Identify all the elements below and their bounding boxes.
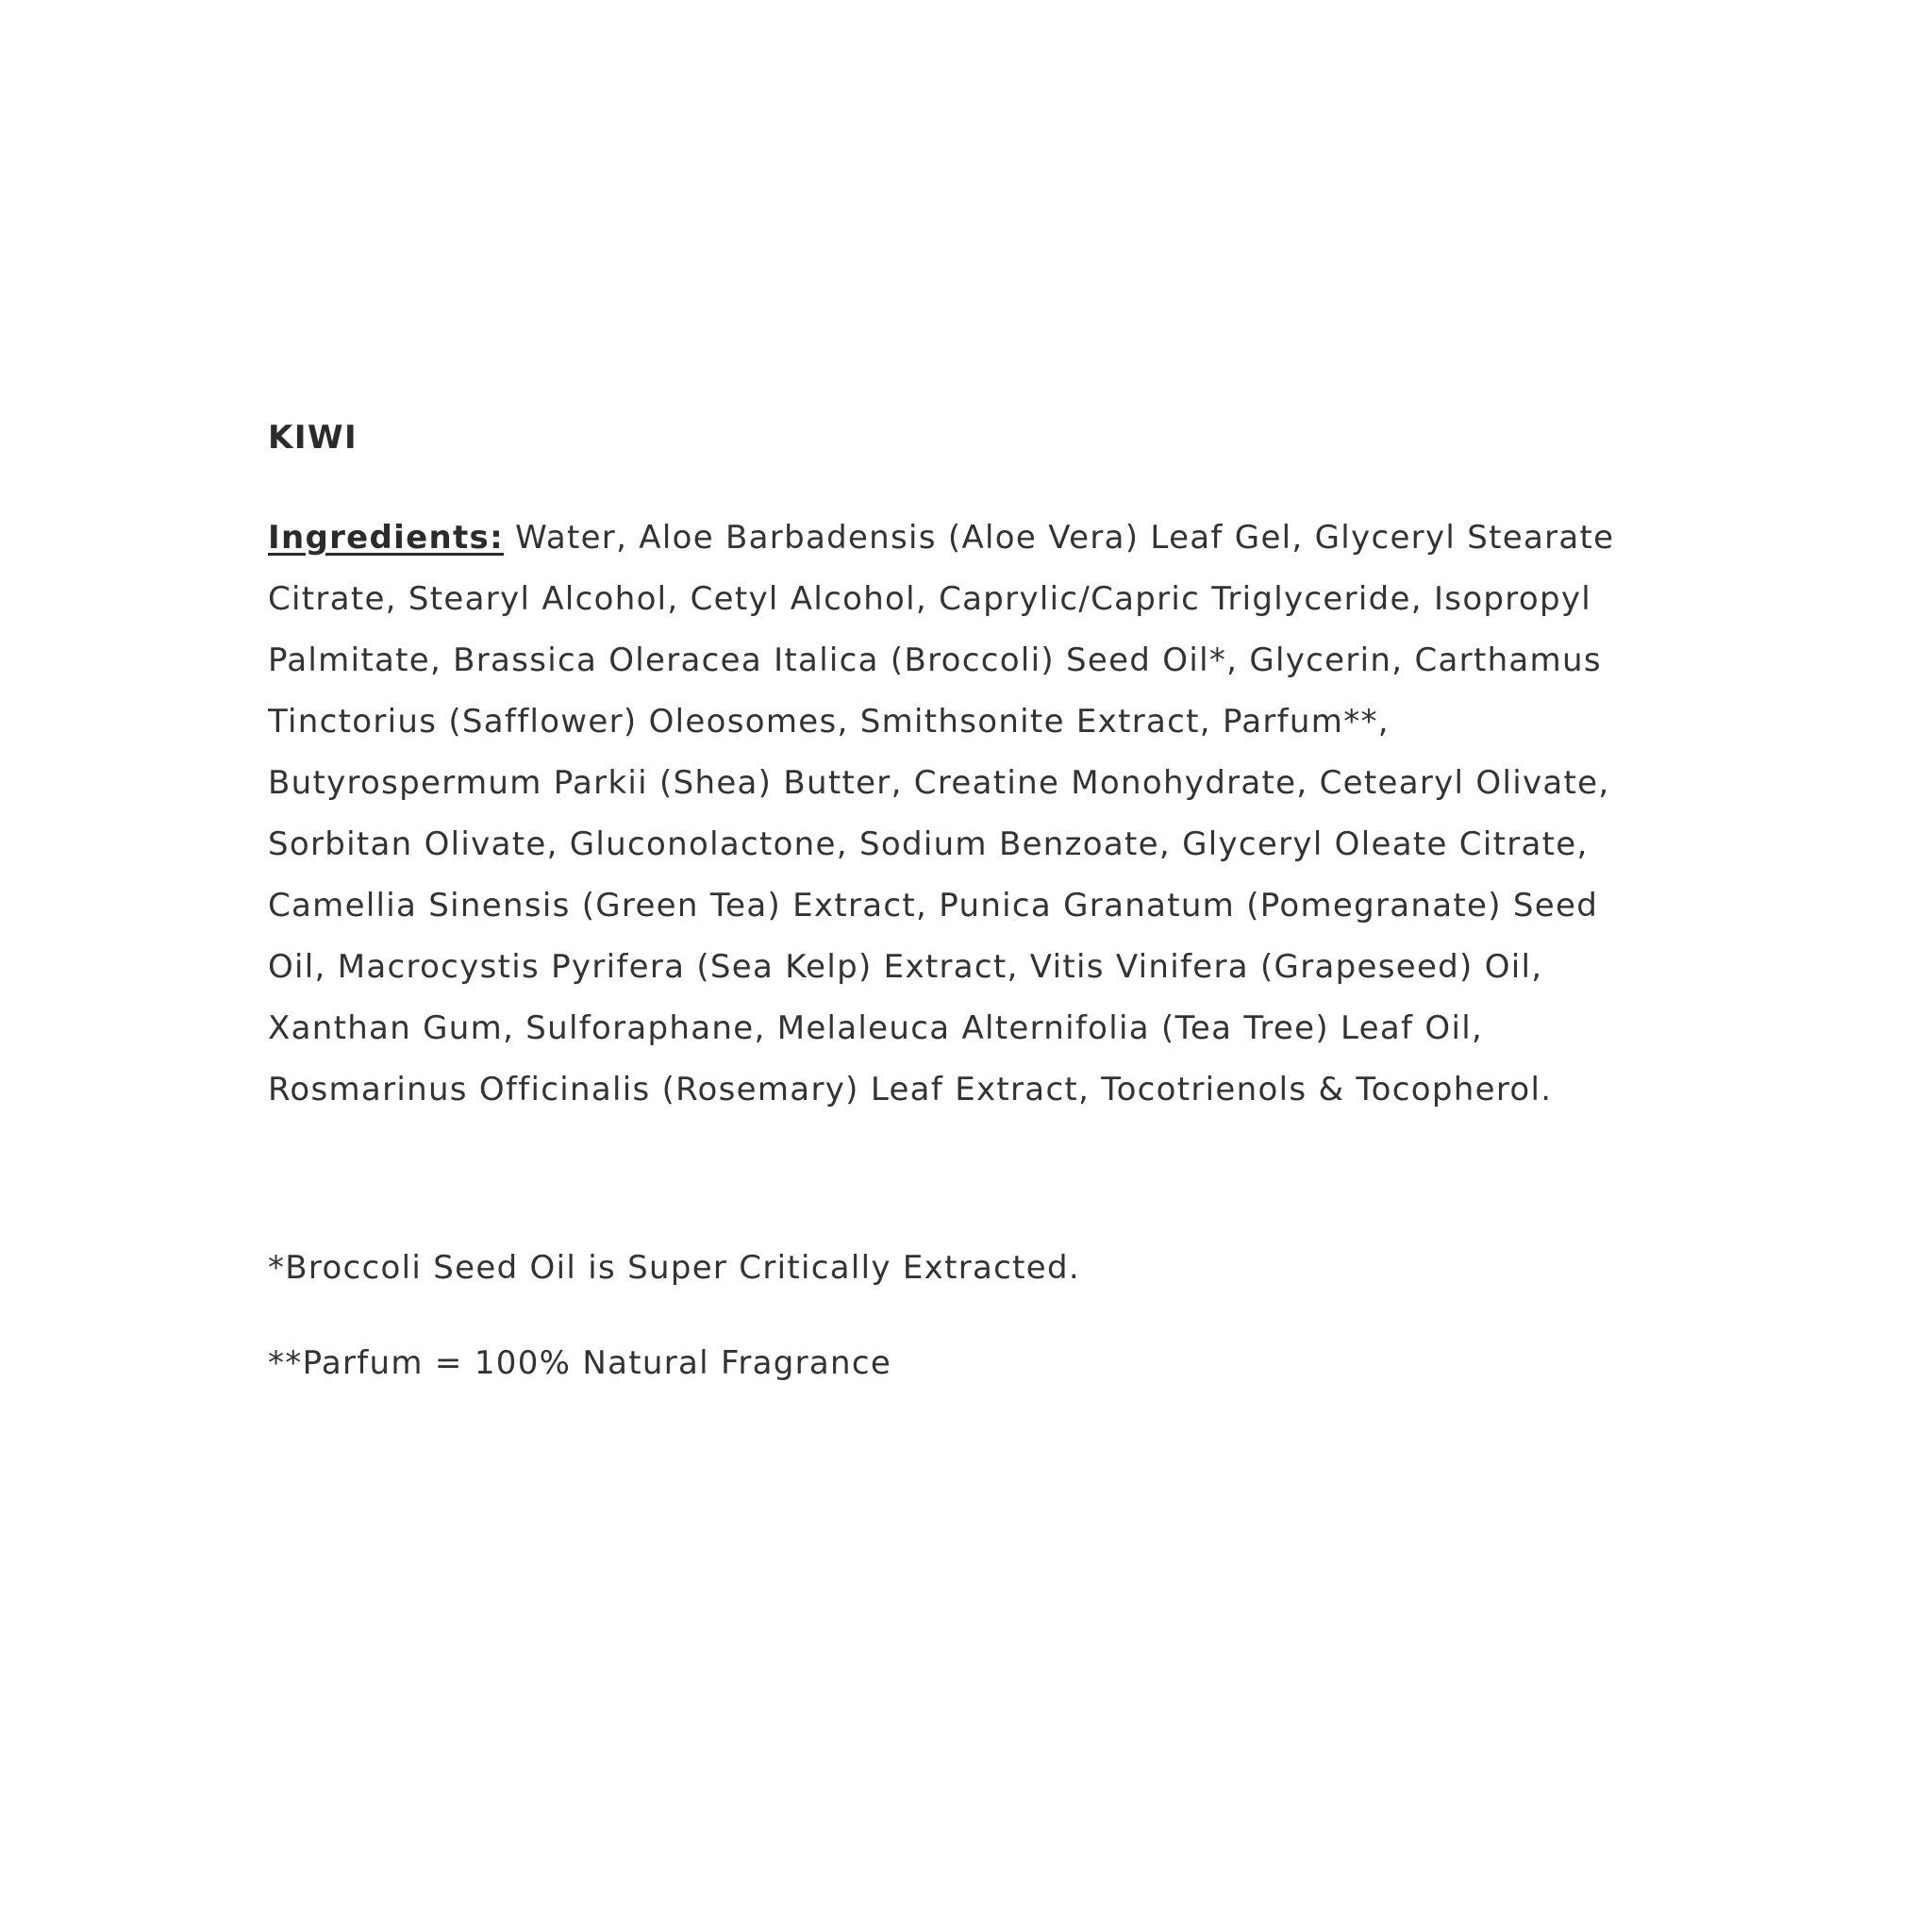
ingredients-label: Ingredients: <box>268 519 504 557</box>
ingredients-list: Water, Aloe Barbadensis (Aloe Vera) Leaf Gel, Glyceryl Stearate Citrate, Stearyl Alcohol, Cetyl Alcohol, Caprylic/Capric Triglyceride, Isopropyl Palmitate, Brassica Oleracea Italica (Broccoli) Seed Oil*, Glycerin, Carthamus Tinctorius (Safflower) Oleosomes, Smithsonite Extract, Parfum**, Butyrospermum Parkii (Shea) Butter, Creatine Monohydrate, Cetearyl Olivate, Sorbitan Olivate, Gluconolactone, Sodium Benzoate, Glyceryl Oleate Citrate, Camellia Sinensis (Green Tea) Extract, Punica Granatum (Pomegranate) Seed Oil, Macrocystis Pyrifera (Sea Kelp) Extract, Vitis Vinifera (Grapeseed) Oil, Xanthan Gum, Sulforaphane, Melaleuca Alternifolia (Tea Tree) Leaf Oil, Rosmarinus Officinalis (Rosemary) Leaf Extract, Tocotrienols & Tocopherol. <box>268 519 1615 1108</box>
footnote-broccoli: *Broccoli Seed Oil is Super Critically Extracted. <box>268 1249 1080 1287</box>
ingredients-document <box>268 415 1664 1386</box>
ingredients-paragraph <box>268 508 1664 1121</box>
footnote-parfum: **Parfum = 100% Natural Fragrance <box>268 1344 892 1382</box>
product-name: KIWI <box>268 419 358 457</box>
